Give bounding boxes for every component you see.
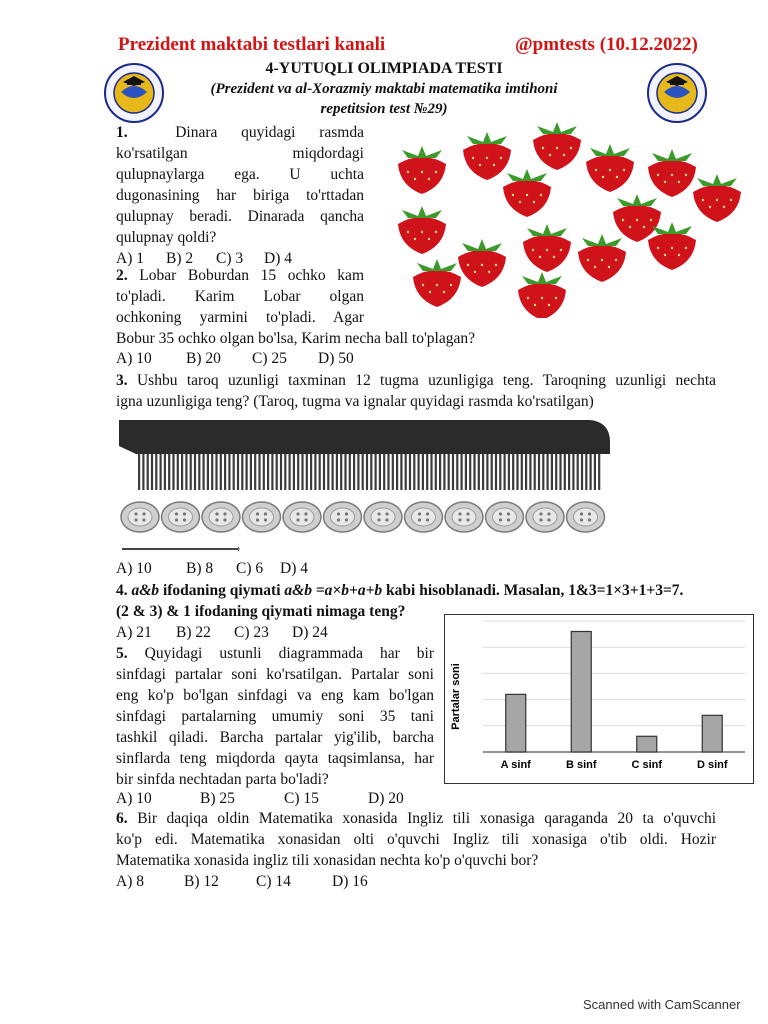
button-icon bbox=[121, 502, 159, 532]
strawberry bbox=[503, 169, 551, 217]
button-icon bbox=[405, 502, 443, 532]
q2-line: Lobar Boburdan 15 ochko kam bbox=[139, 267, 364, 284]
desks-bar-chart bbox=[444, 614, 754, 784]
question-2 bbox=[116, 265, 364, 328]
channel-handle: @pmtests (10.12.2022) bbox=[515, 34, 698, 55]
option-c[interactable]: C) 15 bbox=[284, 790, 319, 807]
q5-line: eng ko'p bo'lgan sinfdagi va eng kam bo'lgan bbox=[116, 687, 434, 704]
q1-line: ko'rsatilgan miqdordagi bbox=[116, 145, 364, 162]
strawberry bbox=[533, 122, 581, 170]
q1-line: qulupnay qoldi? bbox=[116, 229, 217, 246]
q6-line: Matematika xonasida ingliz tili xonasidan nechta ko'p o'quvchi bor? bbox=[116, 852, 539, 869]
strawberry bbox=[458, 239, 506, 287]
question-6 bbox=[116, 808, 716, 871]
option-b[interactable]: B) 8 bbox=[186, 560, 214, 577]
x-tick-label: D sinf bbox=[696, 759, 728, 771]
q4-example: kabi hisoblanadi. Masalan, 1&3=1×3+1+3=7. bbox=[382, 582, 684, 599]
button-icon bbox=[486, 502, 524, 532]
q2-last-line: Bobur 35 ochko olgan bo'lsa, Karim necha ball to'plagan? bbox=[116, 330, 475, 347]
x-tick-label: C sinf bbox=[631, 759, 663, 771]
question-3 bbox=[116, 370, 716, 412]
strawberry bbox=[648, 149, 696, 197]
button-icon bbox=[445, 502, 483, 532]
q2-options bbox=[116, 348, 354, 369]
strawberry bbox=[578, 234, 626, 282]
strawberry bbox=[518, 272, 566, 318]
q1-line: Dinara quyidagi rasmda bbox=[175, 124, 364, 141]
q2-line: ochkoning yarmini to'pladi. Agar bbox=[116, 309, 364, 326]
option-c[interactable]: C) 3 bbox=[216, 250, 244, 267]
q3-line: Ushbu taroq uzunligi taxminan 12 tugma uzunligiga teng. Taroqning uzunligi nechta bbox=[136, 372, 717, 389]
option-a[interactable]: A) 10 bbox=[116, 560, 152, 577]
strawberry bbox=[413, 259, 461, 307]
x-tick-label: B sinf bbox=[565, 759, 597, 771]
q4-definition: a&b =a×b+a+b bbox=[284, 582, 383, 599]
q6-line: ko'p edi. Matematika xonasidan olti o'quvchi Ingliz tili xonasiga o'tib oldi. Hozir bbox=[116, 831, 716, 848]
button-icon bbox=[567, 502, 605, 532]
comb-button-needle-image bbox=[116, 416, 616, 556]
option-b[interactable]: B) 2 bbox=[166, 250, 194, 267]
bar-a-sinf bbox=[506, 694, 526, 752]
option-a[interactable]: A) 10 bbox=[116, 350, 152, 367]
button-icon bbox=[162, 502, 200, 532]
option-a[interactable]: A) 21 bbox=[116, 624, 152, 641]
option-c[interactable]: C) 6 bbox=[236, 560, 264, 577]
q3-number: 3. bbox=[116, 372, 128, 389]
q5-number: 5. bbox=[116, 645, 128, 662]
bar-c-sinf bbox=[637, 736, 657, 752]
strawberry bbox=[693, 174, 741, 222]
strawberries-image bbox=[382, 118, 754, 318]
test-subtitle-1: (Prezident va al-Xorazmiy maktabi matematika imtihoni bbox=[210, 81, 558, 97]
question-5 bbox=[116, 643, 434, 790]
button-icon bbox=[324, 502, 362, 532]
q1-line: qulupnaylarga ega. U uchta bbox=[116, 166, 364, 183]
x-tick-label: A sinf bbox=[500, 759, 531, 771]
q4-text: ifodaning qiymati bbox=[159, 582, 285, 599]
test-subtitle-2: repetitsion test №29) bbox=[320, 101, 448, 117]
q5-line: sinfdagi partalar soni ko'rsatilgan. Partalar soni bbox=[116, 666, 434, 683]
q1-line: qulupnay beradi. Dinarada qancha bbox=[116, 208, 364, 225]
q6-number: 6. bbox=[116, 810, 128, 827]
q4-number: 4. bbox=[116, 582, 128, 599]
q3-options bbox=[116, 558, 308, 579]
option-b[interactable]: B) 22 bbox=[176, 624, 211, 641]
option-d[interactable]: D) 24 bbox=[292, 624, 328, 641]
strawberry bbox=[463, 132, 511, 180]
q4-expr: a&b bbox=[131, 582, 160, 599]
option-d[interactable]: D) 20 bbox=[368, 790, 404, 807]
q5-options bbox=[116, 788, 404, 809]
strawberry bbox=[613, 194, 661, 242]
option-a[interactable]: A) 1 bbox=[116, 250, 144, 267]
q2-line: to'pladi. Karim Lobar olgan bbox=[116, 288, 364, 305]
strawberry bbox=[398, 206, 446, 254]
q3-line: igna uzunligiga teng? (Taroq, tugma va ignalar quyidagi rasmda ko'rsatilgan) bbox=[116, 393, 594, 410]
option-a[interactable]: A) 8 bbox=[116, 873, 144, 890]
q5-line: sinflarda teng miqdorda qayta taqsimlansa, har bbox=[116, 750, 434, 767]
channel-name: Prezident maktabi testlari kanali bbox=[118, 34, 386, 55]
strawberry bbox=[523, 224, 571, 272]
option-d[interactable]: D) 50 bbox=[318, 350, 354, 367]
button-icon bbox=[283, 502, 321, 532]
option-a[interactable]: A) 10 bbox=[116, 790, 152, 807]
option-d[interactable]: D) 16 bbox=[332, 873, 368, 890]
option-c[interactable]: C) 14 bbox=[256, 873, 291, 890]
option-c[interactable]: C) 23 bbox=[234, 624, 269, 641]
y-axis-label: Partalar soni bbox=[450, 663, 462, 730]
q1-number: 1. bbox=[116, 124, 128, 141]
option-b[interactable]: B) 20 bbox=[186, 350, 221, 367]
option-d[interactable]: D) 4 bbox=[264, 250, 292, 267]
button-icon bbox=[364, 502, 402, 532]
camscanner-watermark: Scanned with CamScanner bbox=[583, 997, 741, 1012]
q2-number: 2. bbox=[116, 267, 128, 284]
option-c[interactable]: C) 25 bbox=[252, 350, 287, 367]
bar-d-sinf bbox=[702, 715, 722, 752]
q5-line: tashkil qiladi. Barcha partalar yig'ilib, barcha bbox=[116, 729, 434, 746]
q5-line: Quyidagi ustunli diagrammada har bir bbox=[144, 645, 435, 662]
bar-b-sinf bbox=[571, 631, 591, 752]
button-icon bbox=[243, 502, 281, 532]
q1-line: dugonasining har biriga to'rttadan bbox=[116, 187, 364, 204]
strawberry bbox=[586, 144, 634, 192]
q6-options bbox=[116, 871, 368, 892]
option-b[interactable]: B) 25 bbox=[200, 790, 235, 807]
option-b[interactable]: B) 12 bbox=[184, 873, 219, 890]
button-icon bbox=[202, 502, 240, 532]
button-icon bbox=[526, 502, 564, 532]
q6-line: Bir daqiqa oldin Matematika xonasida Ingliz tili xonasiga qaraganda 20 ta o'quvchi bbox=[137, 810, 716, 827]
question-1 bbox=[116, 122, 364, 269]
q4-options bbox=[116, 622, 328, 643]
q4-question: (2 & 3) & 1 ifodaning qiymati nimaga teng? bbox=[116, 603, 406, 620]
q5-line: sinfdagi partalarning umumiy soni 35 tani bbox=[116, 708, 434, 725]
test-title: 4-YUTUQLI OLIMPIADA TESTI bbox=[265, 60, 503, 77]
option-d[interactable]: D) 4 bbox=[280, 560, 308, 577]
strawberry bbox=[398, 146, 446, 194]
strawberry bbox=[648, 222, 696, 270]
q5-line: bir sinfda nechtadan parta bo'ladi? bbox=[116, 771, 329, 788]
